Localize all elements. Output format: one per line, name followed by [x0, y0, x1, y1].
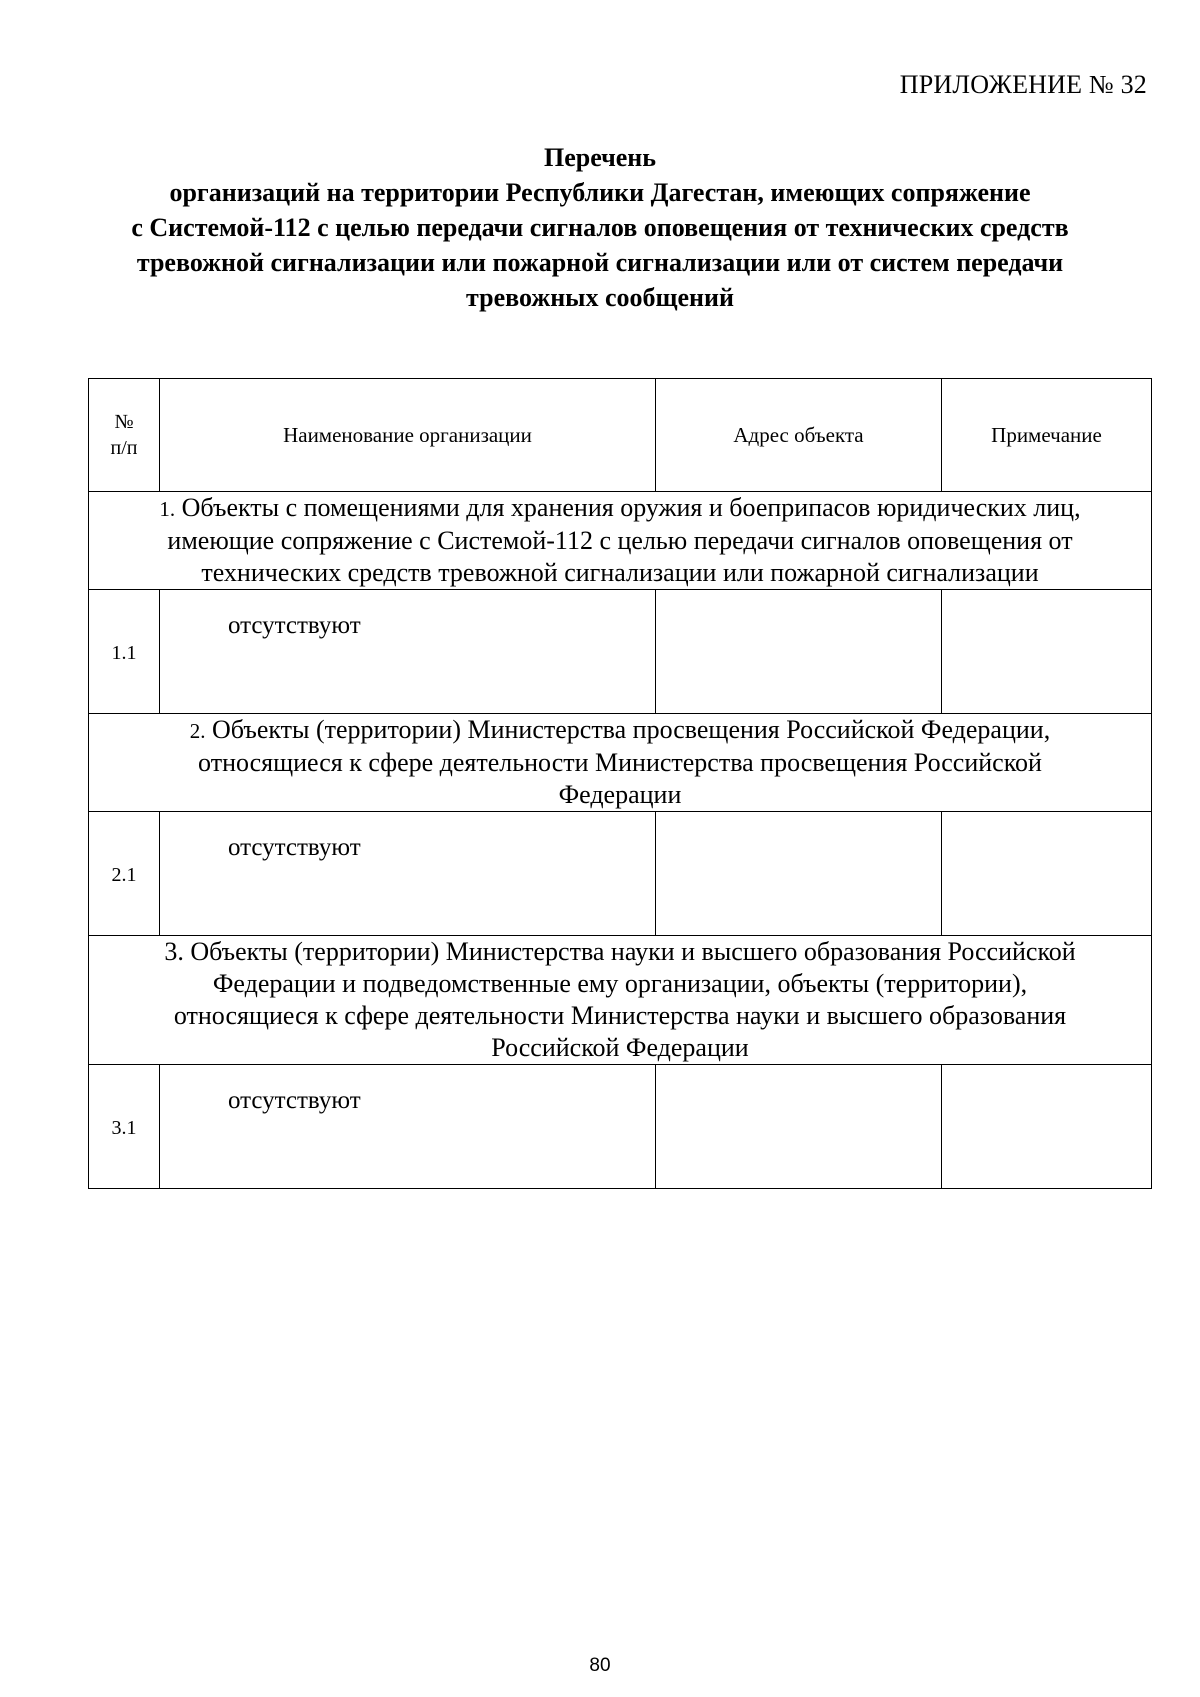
header-organization-name: Наименование организации — [160, 379, 656, 492]
row-object-address — [656, 1065, 942, 1189]
title-line: Перечень — [543, 143, 657, 172]
section-number: 3. — [164, 937, 184, 966]
section-row — [89, 936, 1152, 1065]
section-heading — [89, 936, 1152, 1065]
header-object-address: Адрес объекта — [656, 379, 942, 492]
section-row — [89, 714, 1152, 812]
section-text-line: Объекты с помещениями для хранения оружия и боеприпасов юридических лиц, — [181, 493, 1081, 522]
row-object-address — [656, 590, 942, 714]
row-organization-name: отсутствуют — [160, 812, 656, 936]
section-row — [89, 492, 1152, 590]
section-text-line: относящиеся к сфере деятельности Министерства науки и высшего образования — [173, 1001, 1067, 1030]
section-number: 1. — [159, 497, 176, 521]
section-heading — [89, 714, 1152, 812]
header-number — [89, 379, 160, 492]
row-number: 1.1 — [89, 590, 160, 714]
row-number: 3.1 — [89, 1065, 160, 1189]
row-object-address — [656, 812, 942, 936]
section-text-line: имеющие сопряжение с Системой-112 с целью передачи сигналов оповещения от — [167, 526, 1073, 555]
section-text-line: относящиеся к сфере деятельности Министерства просвещения Российской — [198, 748, 1042, 777]
table-row — [89, 590, 1152, 714]
page-number: 80 — [589, 1655, 611, 1676]
row-number: 2.1 — [89, 812, 160, 936]
table-header-row — [89, 379, 1152, 492]
section-number: 2. — [189, 719, 206, 743]
organizations-table — [88, 378, 1152, 1189]
section-heading — [89, 492, 1152, 590]
title-line: с Системой-112 с целью передачи сигналов оповещения от технических средств — [131, 213, 1069, 242]
title-line: организаций на территории Республики Дагестан, имеющих сопряжение — [169, 178, 1031, 207]
header-number-line2: п/п — [110, 437, 138, 459]
document-title — [90, 140, 1110, 315]
section-text-line: Объекты (территории) Министерства просвещения Российской Федерации, — [212, 715, 1051, 744]
row-note — [942, 1065, 1152, 1189]
section-text-line: Федерации и подведомственные ему организации, объекты (территории), — [212, 969, 1028, 998]
row-organization-name: отсутствуют — [160, 1065, 656, 1189]
section-text-line: Объекты (территории) Министерства науки и высшего образования Российской — [190, 937, 1076, 966]
appendix-label: ПРИЛОЖЕНИЕ № 32 — [899, 70, 1147, 99]
title-line: тревожной сигнализации или пожарной сигнализации или от систем передачи — [136, 248, 1064, 277]
table-row — [89, 812, 1152, 936]
table-row — [89, 1065, 1152, 1189]
row-note — [942, 590, 1152, 714]
title-line: тревожных сообщений — [466, 283, 734, 312]
row-organization-name: отсутствуют — [160, 590, 656, 714]
row-note — [942, 812, 1152, 936]
section-text-line: Российской Федерации — [491, 1033, 749, 1062]
section-text-line: Федерации — [558, 780, 682, 809]
header-note: Примечание — [942, 379, 1152, 492]
section-text-line: технических средств тревожной сигнализации или пожарной сигнализации — [201, 558, 1039, 587]
header-number-line1: № — [114, 411, 134, 433]
